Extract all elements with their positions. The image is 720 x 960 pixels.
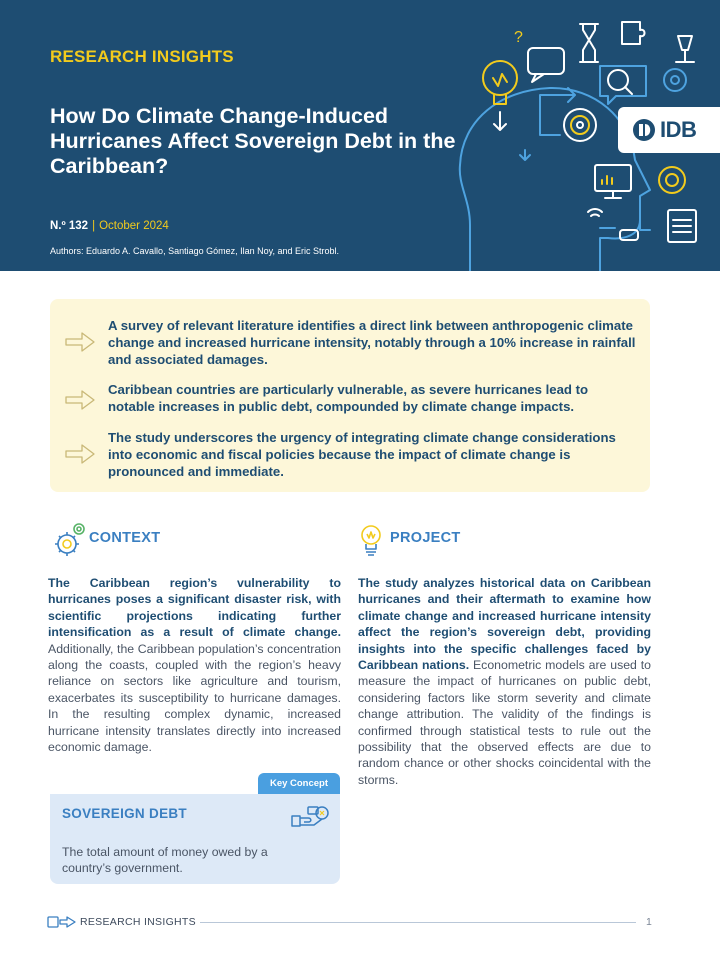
- issue-number: N.º 132: [50, 220, 89, 232]
- footer-series-label: RESEARCH INSIGHTS: [80, 916, 196, 928]
- page-title: How Do Climate Change-Induced Hurricanes Affect Sovereign Debt in the Caribbean?: [50, 104, 456, 178]
- context-text: Additionally, the Caribbean population’s concentration along the coasts, coupled with the region’s heavy reliance on sectors like agriculture and tourism, exacerbates its susceptibility to hurricane damages. In the resulting complex dynamic, increased hurricane intensity translates directly into increased economic damage.: [48, 641, 341, 755]
- idb-logo-text: IDB: [660, 117, 697, 142]
- project-bold-text: The study analyzes historical data on Caribbean hurricanes and their aftermath to examine how climate change and increased hurricane intensity affect the region’s sovereign debt, providing insights into the specific challenges faced by Caribbean nations.: [358, 576, 651, 673]
- arrow-right-icon: [64, 443, 96, 465]
- idb-logo-icon: [632, 118, 656, 142]
- key-concept-box: [50, 794, 340, 884]
- project-title: PROJECT: [390, 530, 461, 546]
- meta-separator: |: [92, 220, 96, 232]
- page-number: 1: [646, 916, 652, 928]
- context-title: CONTEXT: [89, 530, 161, 546]
- header-banner: [0, 0, 720, 271]
- context-body: [48, 575, 341, 755]
- project-heading: [354, 522, 554, 558]
- finding-text: The study underscores the urgency of integrating climate change considerations into economic and fiscal policies because the impact of climate change is pronounced and immediate.: [108, 430, 616, 479]
- arrow-right-icon: [64, 389, 96, 411]
- art-question-mark: ?: [514, 29, 523, 46]
- finding-text: Caribbean countries are particularly vulnerable, as severe hurricanes lead to notable increases in public debt, compounded by climate change impacts.: [108, 382, 589, 414]
- issue-meta: [50, 220, 169, 232]
- key-concept-tab: Key Concept: [258, 773, 340, 794]
- key-findings-box: [50, 299, 650, 492]
- key-concept-definition: The total amount of money owed by a country’s government.: [62, 845, 268, 875]
- money-hand-icon: [290, 804, 332, 834]
- series-label: RESEARCH INSIGHTS: [50, 47, 234, 66]
- project-body: [358, 575, 651, 788]
- context-bold-text: The Caribbean region’s vulnerability to hurricanes poses a significant disaster risk, with scientific projections indicating further intensification as a result of climate change.: [48, 576, 341, 640]
- document-arrow-icon: [47, 915, 77, 929]
- project-text: Econometric models are used to measure the impact of hurricanes on public debt, considering factors like storm severity and climate change attribution. The validity of the findings is confirmed through statistical tests to rule out the possibility that the observed effects are due to random chance or other shocks coincidental with the storms.: [358, 658, 651, 787]
- lightbulb-icon: [354, 522, 388, 558]
- idb-logo: [618, 107, 720, 153]
- gears-icon: [53, 522, 87, 558]
- authors: Authors: Eduardo A. Cavallo, Santiago Gómez, Ilan Noy, and Eric Strobl.: [50, 246, 339, 256]
- arrow-right-icon: [64, 331, 96, 353]
- issue-date: October 2024: [99, 220, 169, 232]
- footer-divider: [200, 922, 636, 923]
- finding-text: A survey of relevant literature identifies a direct link between anthropogenic climate change and increased hurricane intensity, notably through a 10% increase in rainfall and associated damages.: [108, 318, 636, 367]
- key-concept-title: SOVEREIGN DEBT: [62, 806, 187, 821]
- context-heading: [53, 522, 253, 558]
